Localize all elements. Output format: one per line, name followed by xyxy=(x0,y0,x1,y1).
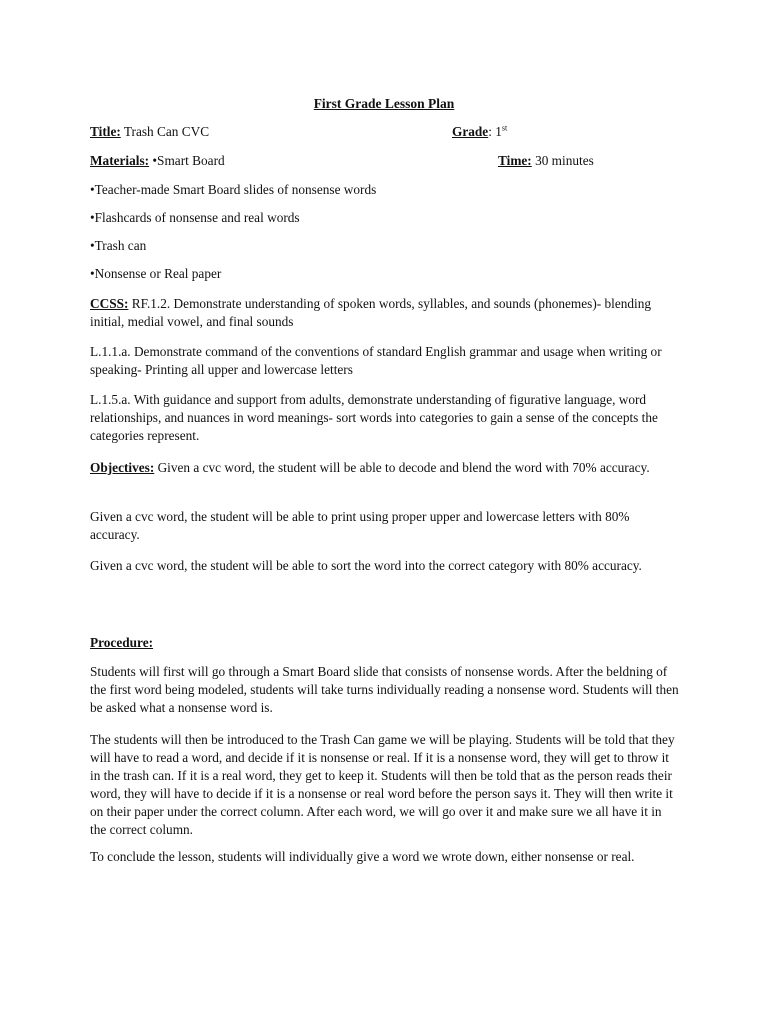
procedure-paragraph-3: To conclude the lesson, students will individually give a word we wrote down, either nonsense or real. xyxy=(90,849,635,864)
procedure-paragraph-1: Students will first will go through a Smart Board slide that consists of nonsense words. After the beldning of the first word being modeled, students will take turns individually reading a nonsense word. Students will then be asked what a nonsense word is. xyxy=(90,664,679,715)
title-value: Trash Can CVC xyxy=(123,124,210,139)
objectives-label: Objectives: xyxy=(90,460,155,475)
ccss-standard-2: L.1.1.a. Demonstrate command of the conventions of standard English grammar and usage when writing or speaking- Printing all upper and lowercase letters xyxy=(90,344,662,377)
grade-value: 1 xyxy=(495,124,502,139)
materials-item: •Nonsense or Real paper xyxy=(90,266,222,281)
grade-row xyxy=(452,123,507,141)
time-row xyxy=(498,152,594,170)
ccss-text-1: RF.1.2. Demonstrate understanding of spoken words, syllables, and sounds (phonemes)- blending initial, medial vowel, and final sounds xyxy=(90,296,652,329)
grade-label: Grade xyxy=(452,124,489,139)
objective-2: Given a cvc word, the student will be able to print using proper upper and lowercase letters with 80% accuracy. xyxy=(90,509,630,542)
materials-first-item: •Smart Board xyxy=(152,153,225,168)
ccss-standard-3: L.1.5.a. With guidance and support from adults, demonstrate understanding of figurative language, word relationships, and nuances in word meanings- sort words into categories to gain a sense of the concepts the categories represent. xyxy=(90,392,658,443)
grade-suffix: st xyxy=(501,123,508,133)
materials-item: •Teacher-made Smart Board slides of nonsense words xyxy=(90,182,377,197)
objective-3: Given a cvc word, the student will be able to sort the word into the correct category with 80% accuracy. xyxy=(90,558,642,573)
procedure-label: Procedure: xyxy=(90,635,154,650)
materials-item: •Flashcards of nonsense and real words xyxy=(90,210,300,225)
materials-item: •Trash can xyxy=(90,238,147,253)
materials-label: Materials: xyxy=(90,153,150,168)
grade-colon: : xyxy=(488,124,492,139)
objective-text-1: Given a cvc word, the student will be able to decode and blend the word with 70% accuracy. xyxy=(157,460,650,475)
objective-1 xyxy=(90,459,680,477)
procedure-paragraph-2: The students will then be introduced to the Trash Can game we will be playing. Students will be told that they will have to read a word, and decide if it is nonsense or real. If it is a nonsense word, they will get to throw it in the trash can. If it is a real word, they get to keep it. Students will then be told that as the person reads their word, they will have to decide if it is a nonsense or real word before the person says it. They will then write it on their paper under the correct column. After each word, we will go over it and make sure we all have it in the correct column. xyxy=(90,732,675,837)
ccss-standard-1 xyxy=(90,295,680,331)
title-row xyxy=(90,123,209,141)
time-label: Time: xyxy=(498,153,532,168)
ccss-label: CCSS: xyxy=(90,296,129,311)
time-value: 30 minutes xyxy=(535,153,594,168)
document-title: First Grade Lesson Plan xyxy=(313,96,455,111)
materials-row xyxy=(90,152,225,170)
title-label: Title: xyxy=(90,124,121,139)
